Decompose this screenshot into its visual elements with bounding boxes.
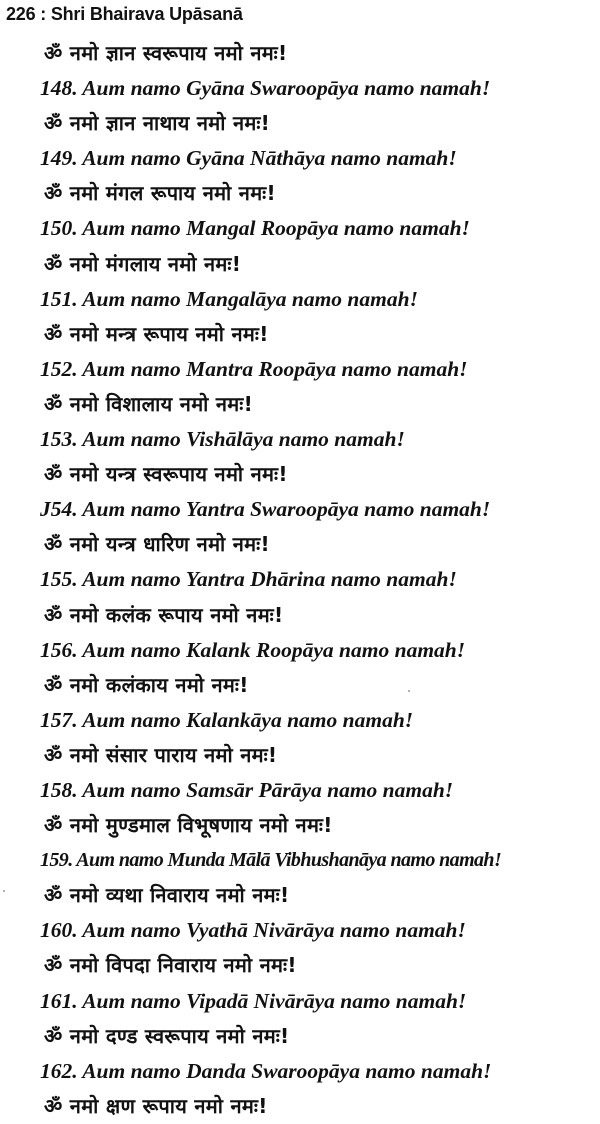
transliteration-line: 161. Aum namo Vipadā Nivārāya namo namah! [40,988,467,1013]
transliteration-line: 150. Aum namo Mangal Roopāya namo namah! [40,216,470,241]
devanagari-line: ॐ नमो कलंकाय नमो नमः! [44,672,249,697]
transliteration-line: 155. Aum namo Yantra Dhārina namo namah! [40,567,457,592]
running-head: 226 : Shri Bhairava Upāsanā [6,4,243,24]
devanagari-line: ॐ नमो संसार पाराय नमो नमः! [44,742,278,767]
transliteration-line: 149. Aum namo Gyāna Nāthāya namo namah! [40,146,457,171]
transliteration-line: 151. Aum namo Mangalāya namo namah! [40,286,418,311]
print-speck [3,890,5,892]
transliteration-line: 158. Aum namo Samsār Pārāya namo namah! [40,777,454,802]
transliteration-line: J54. Aum namo Yantra Swaroopāya namo namah! [40,497,491,522]
devanagari-line: ॐ नमो मुण्डमाल विभूषणाय नमो नमः! [44,813,333,838]
devanagari-line: ॐ नमो ज्ञान नाथाय नमो नमः! [44,111,271,136]
transliteration-line: 148. Aum namo Gyāna Swaroopāya namo namah! [40,76,491,101]
devanagari-line: ॐ नमो ज्ञान स्वरूपाय नमो नमः! [44,41,288,65]
devanagari-line: ॐ नमो मंगल रूपाय नमो नमः! [44,181,276,206]
transliteration-line: 157. Aum namo Kalankāya namo namah! [40,707,414,732]
print-speck [408,690,410,692]
devanagari-line: ॐ नमो मन्त्र रूपाय नमो नमः! [44,321,269,346]
devanagari-line: ॐ नमो व्यथा निवाराय नमो नमः! [44,883,290,908]
devanagari-line: ॐ नमो मंगलाय नमो नमः! [44,251,242,276]
verse-list [40,36,596,1124]
transliteration-line: 156. Aum namo Kalank Roopāya namo namah! [40,637,466,662]
devanagari-line: ॐ नमो कलंक रूपाय नमो नमः! [44,602,284,627]
devanagari-line: ॐ नमो विशालाय नमो नमः! [44,391,254,416]
devanagari-line: ॐ नमो क्षण रूपाय नमो नमः! [44,1093,268,1118]
transliteration-line: 162. Aum namo Danda Swaroopāya namo namah! [40,1058,492,1083]
devanagari-line: ॐ नमो दण्ड स्वरूपाय नमो नमः! [44,1023,290,1048]
transliteration-line: 152. Aum namo Mantra Roopāya namo namah! [40,356,468,381]
transliteration-line: 159. Aum namo Munda Mālā Vibhushanāya namo namah! [40,849,502,872]
devanagari-line: ॐ नमो विपदा निवाराय नमो नमः! [44,953,297,978]
devanagari-line: ॐ नमो यन्त्र धारिण नमो नमः! [44,532,270,557]
transliteration-line: 160. Aum namo Vyathā Nivārāya namo namah! [40,918,466,943]
transliteration-line: 153. Aum namo Vishālāya namo namah! [40,427,405,452]
devanagari-line: ॐ नमो यन्त्र स्वरूपाय नमो नमः! [44,462,288,487]
